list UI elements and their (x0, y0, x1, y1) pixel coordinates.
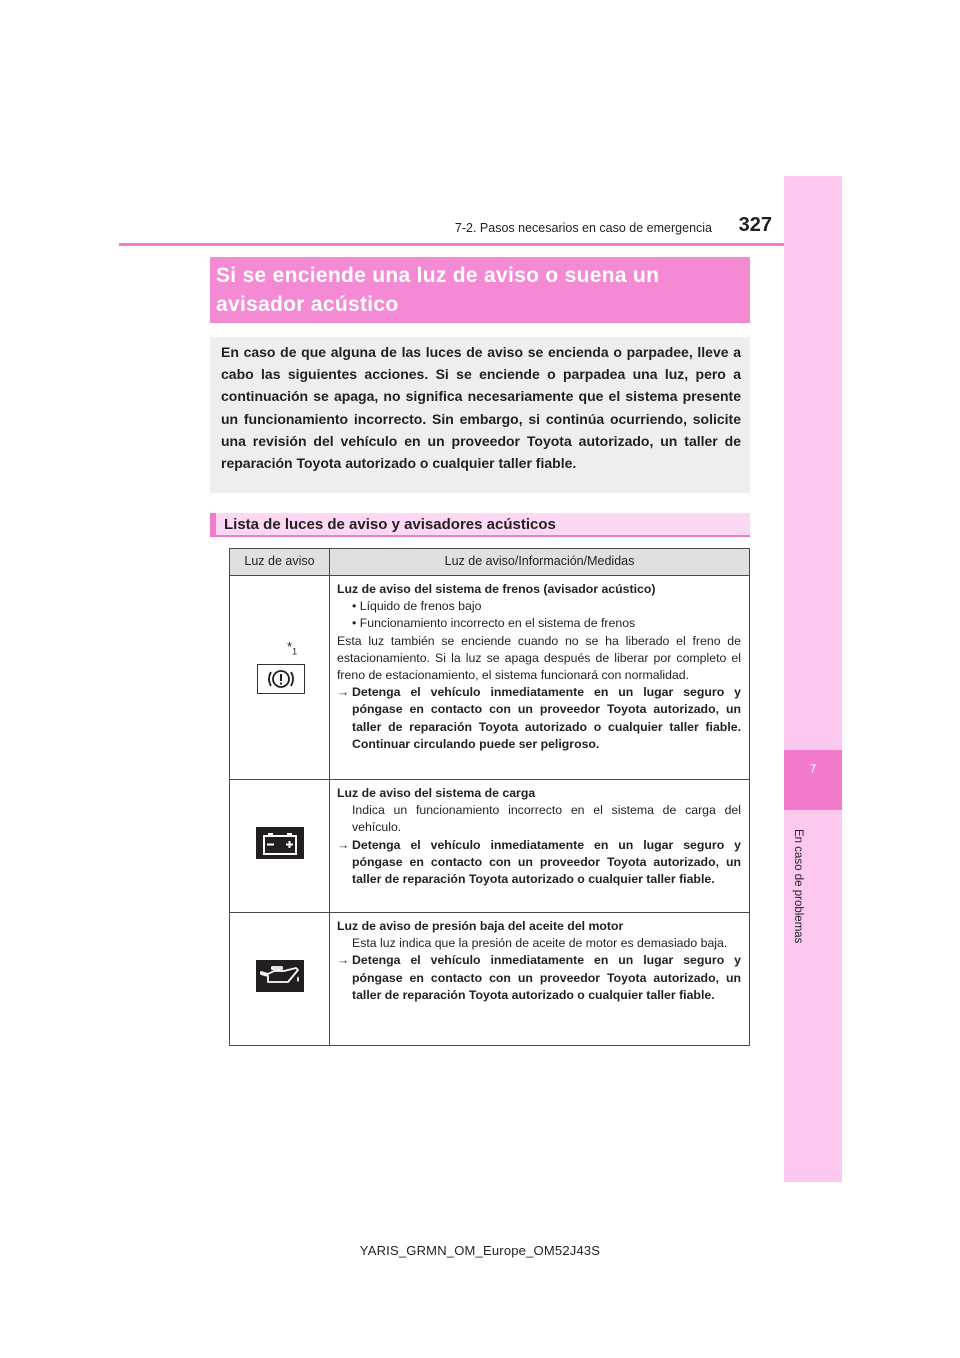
oil-can-icon (256, 960, 304, 992)
action-item: → Detenga el vehículo inmediatamente en un lugar seguro y póngase en contacto con un proveedor Toyota autorizado, un taller de reparación Toyota autorizado o cualquier taller fiable. (337, 952, 741, 1004)
icon-cell (230, 576, 330, 780)
subheading: Lista de luces de aviso y avisadores acústicos (210, 513, 750, 537)
table-row (230, 913, 750, 1046)
page-number: 327 (738, 214, 772, 236)
heading-line-1: Si se enciende una luz de aviso o suena un (216, 264, 660, 287)
info-description: Esta luz también se enciende cuando no se ha liberado el freno de estacionamiento. Si la luz se apaga después de liberar por completo el freno de estacionamiento, el sistema funcionará con normalidad. (337, 633, 741, 683)
info-cell (330, 780, 750, 913)
heading-line-2: avisador acústico (216, 293, 399, 316)
footnote-marker: $*_1$ (287, 638, 298, 657)
action-item: → Detenga el vehículo inmediatamente en un lugar seguro y póngase en contacto con un proveedor Toyota autorizado, un taller de reparación Toyota autorizado o cualquier taller fiable. (337, 837, 741, 889)
info-cell (330, 913, 750, 1046)
arrow-icon: → (337, 953, 350, 968)
table-header-row (230, 549, 750, 576)
intro-text: En caso de que alguna de las luces de aviso se encienda o parpadee, lleve a cabo las siguientes acciones. Si se enciende o parpadea una luz, pero a continuación se apaga, no significa necesariamente que el sistema presente un funcionamiento incorrecto. Sin embargo, si continúa ocurriendo, solicite una revisión del vehículo en un proveedor Toyota autorizado, un taller de reparación Toyota autorizado o cualquier taller fiable. (210, 337, 750, 493)
page-heading (210, 257, 750, 323)
info-description: Esta luz indica que la presión de aceite de motor es demasiado baja. (352, 936, 728, 951)
footer-doc-id: YARIS_GRMN_OM_Europe_OM52J43S (359, 1243, 601, 1258)
header-rule (119, 243, 784, 246)
warning-lights-table (229, 548, 750, 1046)
battery-icon (256, 827, 304, 859)
info-title: Luz de aviso del sistema de carga (337, 786, 536, 800)
side-tab (784, 176, 842, 1182)
table-row (230, 780, 750, 913)
info-title: Luz de aviso de presión baja del aceite del motor (337, 919, 624, 933)
section-title: 7-2. Pasos necesarios en caso de emergencia (454, 221, 712, 235)
bullet-item: • Líquido de frenos bajo (352, 599, 482, 614)
icon-cell (230, 913, 330, 1046)
table-row (230, 576, 750, 780)
icon-cell (230, 780, 330, 913)
action-item: → Detenga el vehículo inmediatamente en un lugar seguro y póngase en contacto con un proveedor Toyota autorizado, un taller de reparación Toyota autorizado o cualquier taller fiable. Continuar circulando puede ser peligroso. (337, 684, 741, 753)
arrow-icon: → (337, 685, 350, 700)
brake-warning-icon (257, 664, 305, 694)
info-title: Luz de aviso del sistema de frenos (avisador acústico) (337, 582, 656, 596)
info-description: Indica un funcionamiento incorrecto en el sistema de carga del vehículo. (352, 803, 741, 835)
chapter-label: En caso de problemas (792, 828, 804, 944)
info-cell (330, 576, 750, 780)
col-header-light: Luz de aviso (230, 549, 330, 576)
arrow-icon: → (337, 837, 350, 852)
chapter-number: 7 (809, 762, 817, 776)
col-header-info: Luz de aviso/Información/Medidas (330, 549, 750, 576)
chapter-tab-active[interactable] (784, 750, 842, 810)
bullet-item: • Funcionamiento incorrecto en el sistema de frenos (352, 616, 636, 631)
